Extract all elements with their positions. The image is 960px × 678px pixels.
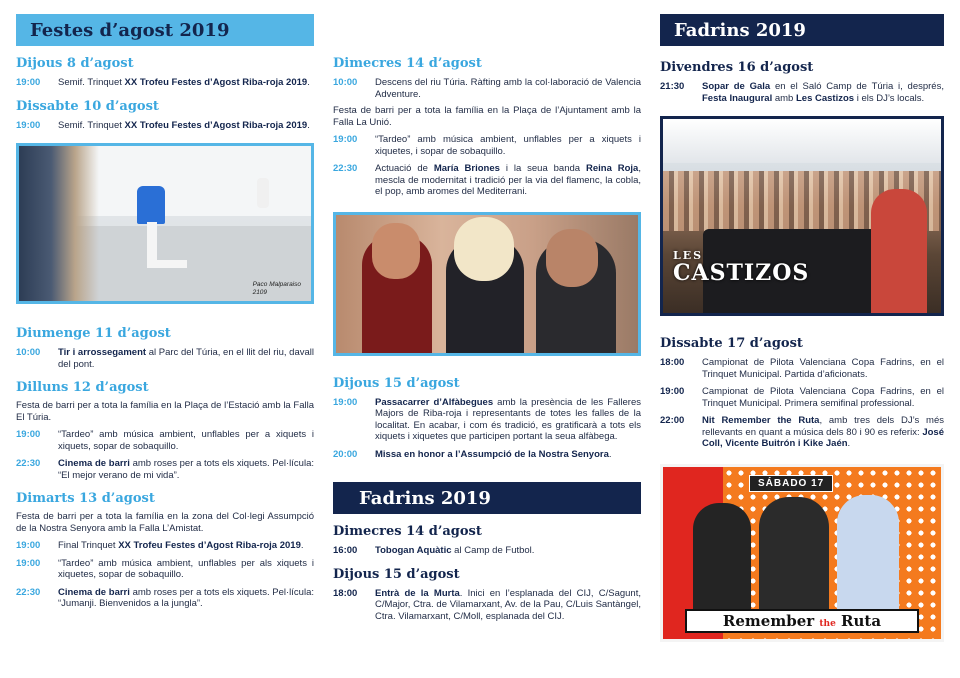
day-title: Diumenge 11 d’agost xyxy=(16,326,171,341)
day-title: Dimecres 14 d’agost xyxy=(333,56,482,71)
fadrins-banner: Fadrins 2019 xyxy=(660,14,944,46)
photo-dj xyxy=(871,189,927,316)
photo-player xyxy=(257,178,269,208)
day-title: Dijous 15 d’agost xyxy=(333,375,460,391)
day-title: Dissabte 17 d’agost xyxy=(660,336,803,351)
column-fadrins xyxy=(660,14,944,642)
column-middle xyxy=(333,56,641,622)
event-highlight: XX Trofeu Festes d’Agost Riba-roja 2019 xyxy=(124,77,308,88)
event-row xyxy=(333,545,641,557)
event-row xyxy=(333,77,641,100)
event-time: 10:00 xyxy=(333,77,358,88)
photo-credit: Paco Malparaiso 2109 xyxy=(252,281,301,296)
column-festes xyxy=(16,14,314,610)
band-photo xyxy=(333,212,641,356)
event-text: amb roses per a tots els xiquets. Pel·lícula: “Jumanji. Bienvenidos a la jungla”. xyxy=(58,586,314,609)
fadrins-banner: Fadrins 2019 xyxy=(333,482,641,514)
event-highlight: Cinema de barri xyxy=(58,458,130,469)
event-time: 10:00 xyxy=(16,347,41,358)
event-highlight: XX Trofeu Festes d’Agost Riba-roja 2019 xyxy=(118,540,301,551)
event-description: “Tardeo” amb música ambient, unflables per a xiquets i xiquetes, i sopar de sobaquillo. xyxy=(375,134,641,157)
poster-title: Remember the Ruta xyxy=(685,609,919,633)
event-description: Missa en honor a l’Assumpció de la Nostra Senyora. xyxy=(375,448,612,460)
event-time: 22:00 xyxy=(660,415,685,426)
event-time: 19:00 xyxy=(660,386,685,397)
event-time: 22:30 xyxy=(16,458,41,469)
event-time: 18:00 xyxy=(333,587,358,599)
event-description: Campionat de Pilota Valenciana Copa Fadrins, en el Trinquet Municipal. Primera semifinal professional. xyxy=(702,386,944,409)
event-row xyxy=(16,587,314,610)
event-row xyxy=(660,386,944,409)
event-time: 19:00 xyxy=(16,429,41,440)
event-time: 18:00 xyxy=(660,357,685,368)
event-highlight: Nit Remember the Ruta xyxy=(702,415,820,426)
day-note: Festa de barri per a tota la família en la Plaça de l’Estació amb la Falla El Túria. xyxy=(16,400,314,423)
castizos-logo: LES CASTIZOS xyxy=(673,249,810,286)
event-row xyxy=(333,134,641,157)
event-row xyxy=(660,357,944,380)
event-description xyxy=(58,120,314,132)
day-title: Dijous 15 d’agost xyxy=(333,566,460,582)
photo-person-head xyxy=(454,217,514,281)
castizos-photo xyxy=(660,116,944,316)
day-note: Festa de barri per a tota la família en la Plaça de l’Ajuntament amb la Falla La Unió. xyxy=(333,105,641,128)
event-time: 22:30 xyxy=(16,586,41,598)
day-title: Dissabte 10 d’agost xyxy=(16,98,159,114)
event-description xyxy=(58,77,314,89)
event-row xyxy=(16,429,314,452)
event-row xyxy=(16,347,314,370)
event-description: Descens del riu Túria. Ràfting amb la col·laboració de Valencia Adventure. xyxy=(375,77,641,100)
event-highlight: Tobogan Aquàtic xyxy=(375,545,452,556)
event-highlight: Sopar de Gala xyxy=(702,81,771,92)
event-text: . xyxy=(307,119,310,131)
event-text: al Parc del Túria, en el llit del riu, davall del pont. xyxy=(58,347,314,370)
event-row xyxy=(660,415,944,450)
event-highlight: XX Trofeu Festes d’Agost Riba-roja 2019 xyxy=(124,119,308,131)
festes-banner: Festes d’agost 2019 xyxy=(16,14,314,46)
event-row xyxy=(333,397,641,443)
day-title: Dimecres 14 d’agost xyxy=(333,524,482,539)
poster-dj xyxy=(837,495,899,613)
event-description xyxy=(58,347,314,370)
photo-tent xyxy=(663,119,941,163)
photo-person-head xyxy=(372,223,420,279)
event-description: “Tardeo” amb música ambient, unflables per a xiquets i xiquets, sopar de sobaquillo. xyxy=(58,429,314,452)
event-description: Actuació de María Briones i la seua banda Reina Roja, mescla de modernitat i tradició per la via del flamenc, la cobla, el pop, amb aromes del Mediterrani. xyxy=(375,163,641,197)
event-row xyxy=(333,449,641,461)
event-description: “Tardeo” amb música ambient, unflables per als xiquets i xiquetes, sopar de sobaquillo. xyxy=(58,557,314,580)
event-highlight: Missa en honor a l’Assumpció de la Nostra Senyora xyxy=(375,448,609,460)
event-description: Passacarrer d’Alfàbegues amb la presència de les Falleres Majors de Riba-roja i representants de totes les falles de la localitat. En acabar, i com és tradició, es gratificarà a tots els xiquets i xiquetes que participen portant la seua alfàbega. xyxy=(375,396,642,442)
event-row xyxy=(16,120,314,132)
day-title: Dijous 8 d’agost xyxy=(16,56,134,71)
event-text: Semif. Trinquet xyxy=(58,77,125,88)
event-text: . xyxy=(307,77,310,88)
event-highlight: Reina Roja xyxy=(585,163,639,174)
event-time: 22:30 xyxy=(333,163,358,174)
event-highlight: Cinema de barri xyxy=(58,586,130,598)
day-title: Dilluns 12 d’agost xyxy=(16,380,149,395)
day-title: Dimarts 13 d’agost xyxy=(16,491,155,506)
event-highlight: Passacarrer d’Alfàbegues xyxy=(375,396,494,408)
photo-crowd xyxy=(19,146,99,304)
event-time: 19:00 xyxy=(16,557,41,569)
day-title: Divendres 16 d’agost xyxy=(660,60,814,75)
photo-player xyxy=(137,186,165,224)
day-note: Festa de barri per a tota la família en la zona del Col·legi Assumpció de la Nostra Senyora amb la Falla L’Amistat. xyxy=(16,511,314,534)
event-row xyxy=(16,458,314,481)
event-row xyxy=(16,77,314,89)
event-row xyxy=(333,163,641,198)
photo-player-legs xyxy=(147,222,187,268)
remember-poster xyxy=(660,464,944,642)
photo-person-head xyxy=(546,229,598,287)
event-description: Campionat de Pilota Valenciana Copa Fadrins, en el Trinquet Municipal. Partida d’aficionats. xyxy=(702,357,944,380)
event-row xyxy=(16,540,314,552)
event-row xyxy=(660,81,944,104)
event-highlight: Les Castizos xyxy=(795,92,855,104)
event-highlight: María Briones xyxy=(433,163,500,174)
event-highlight: Entrà de la Murta xyxy=(375,587,460,599)
event-text: . xyxy=(300,540,304,551)
poster-date: SÁBADO 17 xyxy=(749,475,833,492)
event-description: Entrà de la Murta. Inici en l’esplanada del CIJ, C/Sagunt, C/Major, Ctra. de Vilamarxant, Av. de la Pau, C/Luis Santàngel, Ctra. Vilamarxant, C/Moll, esplanada del CIJ. xyxy=(375,587,641,622)
event-text: Final Trinquet xyxy=(58,540,119,551)
event-time: 19:00 xyxy=(16,540,41,551)
event-row xyxy=(16,558,314,581)
event-description: Sopar de Gala en el Saló Camp de Túria i, després, Festa Inaugural amb Les Castizos i els DJ’s locals. xyxy=(702,81,944,104)
event-time: 16:00 xyxy=(333,545,358,556)
event-description xyxy=(58,587,314,610)
poster-dj xyxy=(693,503,751,613)
event-row xyxy=(333,588,641,623)
event-text: Semif. Trinquet xyxy=(58,119,125,131)
event-highlight: José Coll, Vicente Buitrón i Kike Jaén xyxy=(702,426,944,449)
event-time: 19:00 xyxy=(333,396,358,408)
event-highlight: Festa Inaugural xyxy=(702,92,773,104)
event-time: 19:00 xyxy=(333,134,358,145)
event-text: amb roses per a tots els xiquets. Pel·lícula: “El mejor verano de mi vida”. xyxy=(58,458,314,481)
event-highlight: Tir i arrossegament xyxy=(58,347,147,358)
event-description: Tobogan Aquàtic al Camp de Futbol. xyxy=(375,545,535,556)
event-time: 21:30 xyxy=(660,81,685,92)
event-time: 19:00 xyxy=(16,77,41,88)
event-time: 19:00 xyxy=(16,119,41,131)
poster-dj xyxy=(759,497,829,613)
event-description xyxy=(58,540,314,552)
pelota-photo xyxy=(16,143,314,304)
event-description xyxy=(58,458,314,481)
event-time: 20:00 xyxy=(333,448,358,460)
event-description: Nit Remember the Ruta, amb tres dels DJ’s més rellevants en quant a música dels 80 i 90 es referix: José Coll, Vicente Buitrón i Kike Jaén. xyxy=(702,415,944,449)
